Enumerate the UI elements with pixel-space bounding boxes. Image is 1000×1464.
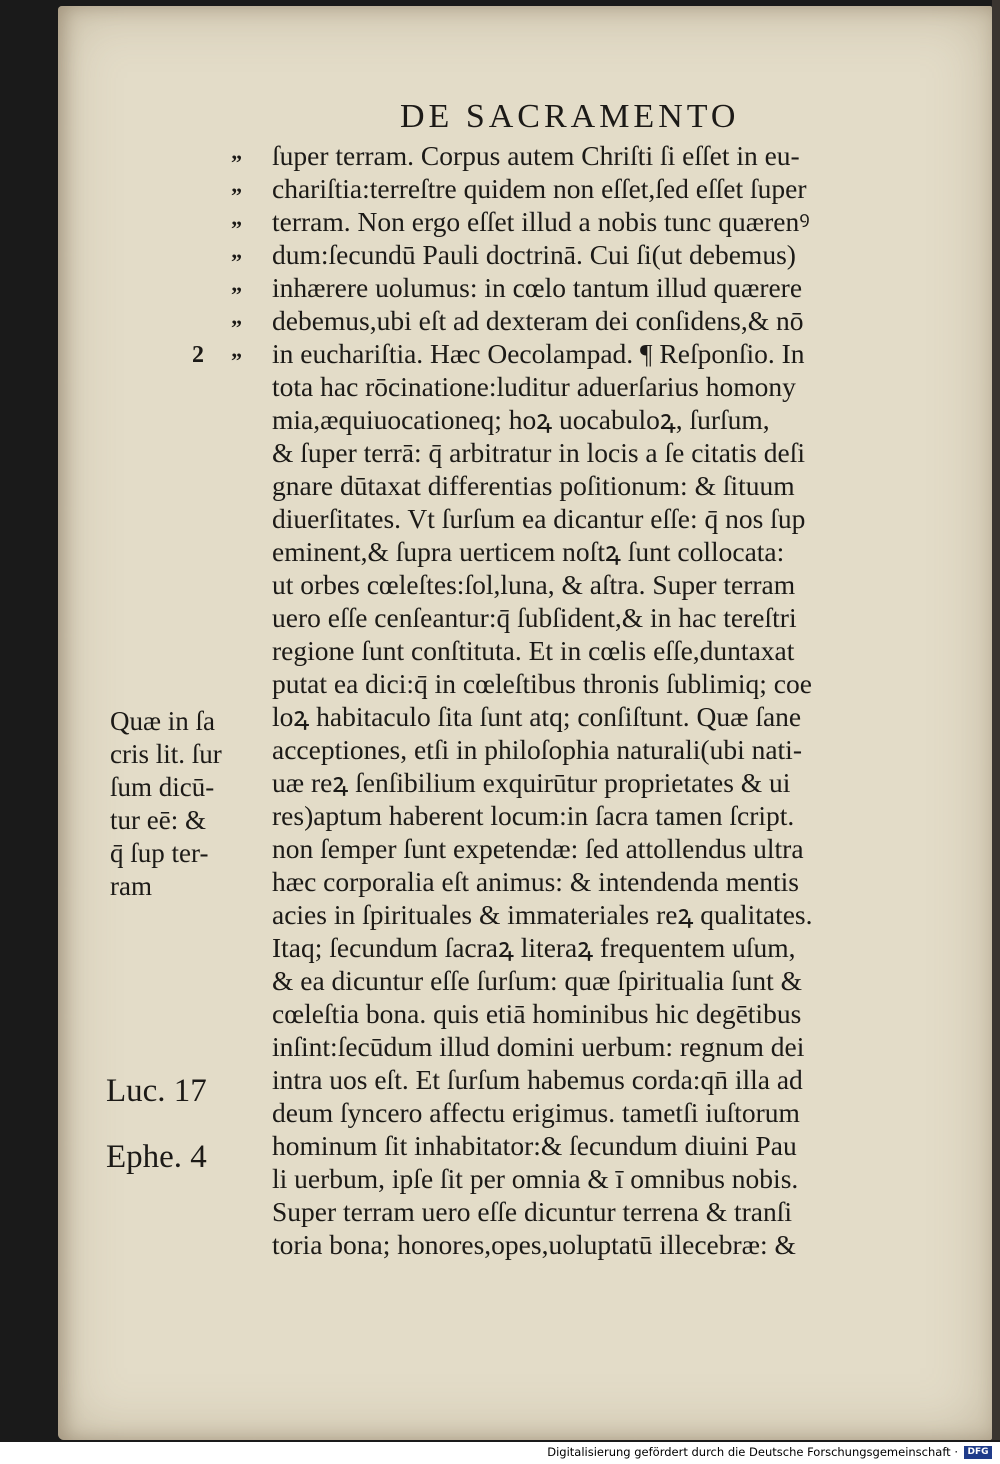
margin-note-line: ſum dicū- (110, 772, 215, 802)
body-line: inhærere uolumus: in cœlo tantum illud quærere (272, 272, 803, 303)
body-line: mia,æquiuocationeq; hoꝝ uocabuloꝝ, ſurſum, (272, 404, 770, 435)
dfg-logo: DFG (964, 1446, 992, 1459)
body-line: & ſuper terrā: q̄ arbitratur in locis a ſe citatis deſi (272, 437, 806, 468)
quote-mark: ” (231, 216, 241, 241)
digitization-credit: Digitalisierung gefördert durch die Deutsche Forschungsgemeinschaft · (547, 1445, 958, 1459)
page-edge-shadow (992, 0, 1000, 1440)
quote-mark: ” (231, 150, 241, 175)
body-line: eminent,& ſupra uerticem noſtꝝ ſunt collocata: (272, 536, 785, 567)
body-line: regione ſunt conſtituta. Et in cœlis eſſe,duntaxat (272, 635, 795, 666)
body-line: in euchariſtia. Hæc Oecolampad. ¶ Reſponſio. In (272, 338, 805, 369)
body-line: non ſemper ſunt expetendæ: ſed attollendus ultra (272, 833, 804, 864)
body-line: & ea dicuntur eſſe ſurſum: quæ ſpiritualia ſunt & (272, 965, 803, 996)
margin-note-line: tur eē: & (110, 805, 206, 835)
body-line: dum:ſecundū Pauli doctrinā. Cui ſi(ut debemus) (272, 239, 796, 270)
body-line: ut orbes cœleſtes:ſol,luna, & aſtra. Super terram (272, 569, 796, 600)
body-line: uero eſſe cenſeantur:q̄ ſubſident,& in hac tereſtri (272, 602, 797, 633)
body-line: ſuper terram. Corpus autem Chriſti ſi eſſet in eu- (272, 140, 800, 171)
body-line: Itaq; ſecundum ſacraꝝ literaꝝ frequentem uſum, (272, 932, 796, 963)
body-line: terram. Non ergo eſſet illud a nobis tunc quærenꝰ (272, 206, 810, 237)
margin-note-line: ram (110, 871, 152, 901)
body-line: acies in ſpirituales & immateriales reꝝ qualitates. (272, 899, 813, 930)
running-head: DE SACRAMENTO (400, 98, 740, 135)
body-line: inſint:ſecūdum illud domini uerbum: regnum dei (272, 1031, 805, 1062)
quote-mark: ” (231, 249, 241, 274)
margin-note-line: cris lit. ſur (110, 739, 222, 769)
body-line: acceptiones, etſi in philoſophia naturali(ubi nati- (272, 734, 802, 765)
body-line: deum ſyncero affectu erigimus. tametſi iuſtorum (272, 1097, 800, 1128)
body-line: putat ea dici:q̄ in cœleſtibus thronis ſublimiq; coe (272, 668, 812, 699)
body-line: loꝝ habitaculo ſita ſunt atq; conſiſtunt. Quæ ſane (272, 701, 802, 732)
body-line: uæ reꝝ ſenſibilium exquirūtur proprietates & ui (272, 767, 791, 798)
body-line: tota hac rōcinatione:luditur aduerſarius homony (272, 371, 796, 402)
body-line: hæc corporalia eſt animus: & intendenda mentis (272, 866, 799, 897)
body-line: intra uos eſt. Et ſurſum habemus corda:qn̄ illa ad (272, 1064, 803, 1095)
body-line: li uerbum, ipſe ſit per omnia & ī omnibus nobis. (272, 1163, 799, 1194)
body-line: chariſtia:terreſtre quidem non eſſet,ſed eſſet ſuper (272, 173, 807, 204)
margin-note-line: Quæ in ſa (110, 706, 215, 736)
body-line: toria bona; honores,opes,uoluptatū illecebræ: & (272, 1229, 796, 1260)
quote-mark: ” (231, 348, 241, 373)
signature-number: 2 (192, 342, 204, 368)
body-line: res)aptum haberent locum:in ſacra tamen ſcript. (272, 800, 795, 831)
margin-note-line: q̄ ſup ter- (110, 838, 209, 868)
body-line: diuerſitates. Vt ſurſum ea dicantur eſſe: q̄ nos ſup (272, 503, 806, 534)
quote-mark: ” (231, 183, 241, 208)
body-line: Super terram uero eſſe dicuntur terrena & tranſi (272, 1196, 792, 1227)
body-line: hominum ſit inhabitator:& ſecundum diuini Pau (272, 1130, 797, 1161)
margin-reference: Luc. 17 (106, 1073, 207, 1109)
quote-mark: ” (231, 315, 241, 340)
body-line: gnare dūtaxat differentias poſitionum: & ſituum (272, 470, 795, 501)
margin-reference: Ephe. 4 (106, 1139, 207, 1175)
quote-mark: ” (231, 282, 241, 307)
body-line: debemus,ubi eſt ad dexteram dei conſidens,& nō (272, 305, 804, 336)
body-line: cœleſtia bona. quis etiā hominibus hic degētibus (272, 998, 802, 1029)
